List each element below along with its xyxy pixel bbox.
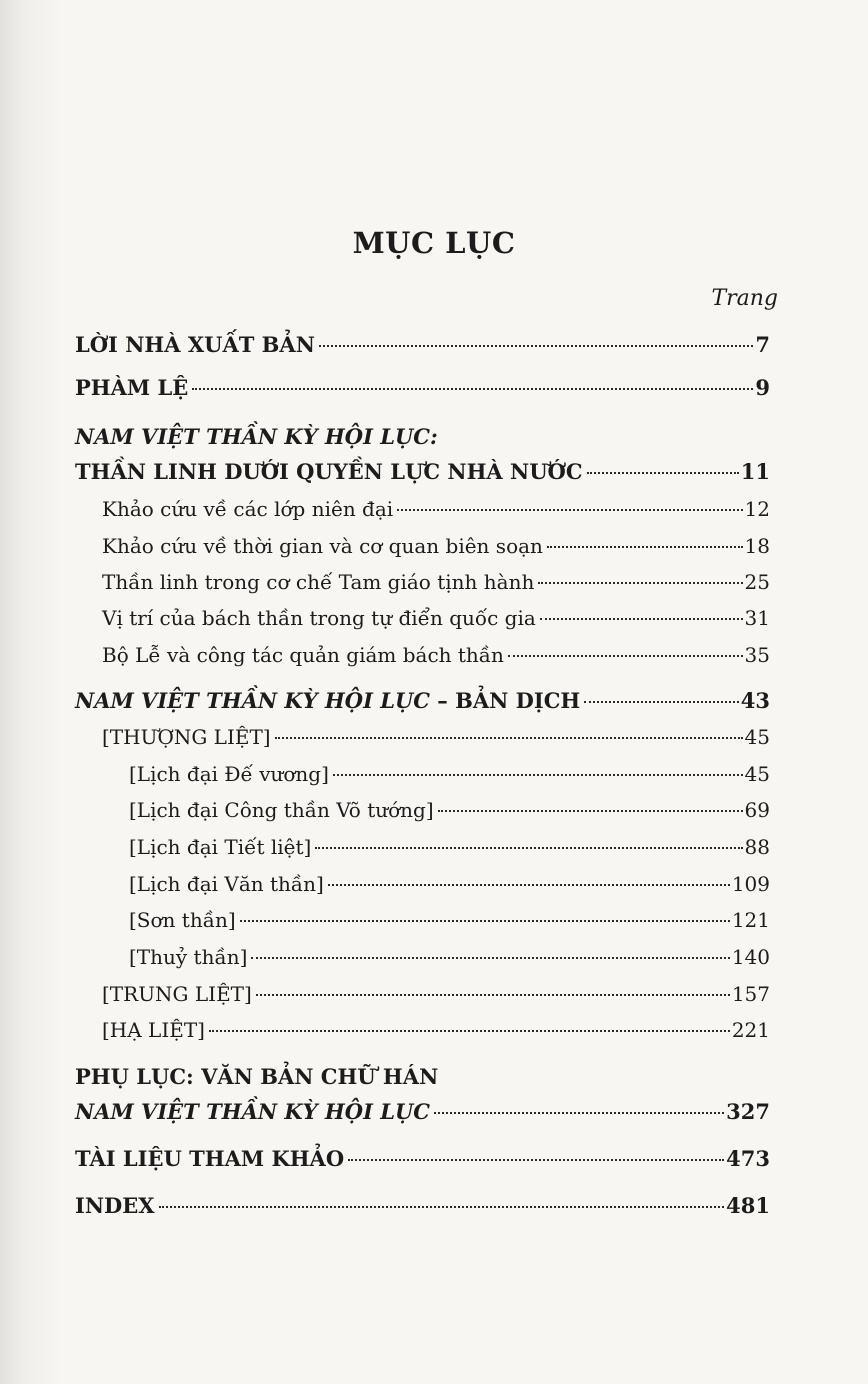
dot-leader <box>159 1206 725 1208</box>
page-number: 88 <box>744 835 770 859</box>
dot-leader <box>333 774 743 776</box>
toc-entry-index[interactable]: INDEX 481 <box>75 1193 770 1218</box>
toc-entry[interactable]: [Sơn thần] 121 <box>129 908 770 932</box>
toc-entry[interactable]: Bộ Lễ và công tác quản giám bách thần 35 <box>102 643 770 667</box>
toc-entry-trung-liet[interactable]: [TRUNG LIỆT] 157 <box>102 982 770 1006</box>
page-number: 11 <box>740 459 770 484</box>
page-number: 31 <box>744 606 770 630</box>
page-number: 43 <box>740 688 770 713</box>
page-number: 9 <box>755 375 770 400</box>
toc-entry-ha-liet[interactable]: [HẠ LIỆT] 221 <box>102 1018 770 1042</box>
page-number: 18 <box>744 534 770 558</box>
toc-entry-thuong-liet[interactable]: [THƯỢNG LIỆT] 45 <box>102 725 770 749</box>
dot-leader <box>192 388 753 390</box>
dot-leader <box>434 1112 724 1114</box>
toc-entry-tai-lieu[interactable]: TÀI LIỆU THAM KHẢO 473 <box>75 1146 770 1171</box>
dot-leader <box>251 957 729 959</box>
dot-leader <box>397 509 742 511</box>
dot-leader <box>508 655 743 657</box>
page-number: 327 <box>726 1099 770 1124</box>
page-number: 221 <box>731 1018 770 1042</box>
toc-entry-than-linh[interactable]: THẦN LINH DƯỚI QUYỀN LỰC NHÀ NƯỚC 11 <box>75 459 770 484</box>
dot-leader <box>275 737 743 739</box>
dot-leader <box>256 994 730 996</box>
dot-leader <box>540 618 743 620</box>
dot-leader <box>438 810 743 812</box>
page-number: 109 <box>731 872 770 896</box>
section-heading-phu-luc: PHỤ LỤC: VĂN BẢN CHỮ HÁN <box>75 1064 439 1089</box>
page-number: 157 <box>731 982 770 1006</box>
page-number: 45 <box>744 762 770 786</box>
page-number: 121 <box>731 908 770 932</box>
dot-leader <box>587 472 739 474</box>
page-number: 45 <box>744 725 770 749</box>
dot-leader <box>584 701 739 703</box>
dot-leader <box>348 1159 724 1161</box>
dot-leader <box>240 920 730 922</box>
toc-entry[interactable]: [Lịch đại Tiết liệt] 88 <box>129 835 770 859</box>
dot-leader <box>319 345 753 347</box>
page-number: 481 <box>726 1193 770 1218</box>
page-column-header: Trang <box>711 286 778 311</box>
page-number: 12 <box>744 497 770 521</box>
toc-entry[interactable]: [Lịch đại Đế vương] 45 <box>129 762 770 786</box>
page-number: 69 <box>744 798 770 822</box>
dot-leader <box>328 884 730 886</box>
toc-entry[interactable]: Khảo cứu về các lớp niên đại 12 <box>102 497 770 521</box>
page-number: 140 <box>731 945 770 969</box>
toc-entry[interactable]: [Thuỷ thần] 140 <box>129 945 770 969</box>
page-number: 25 <box>744 570 770 594</box>
toc-entry[interactable]: [Lịch đại Công thần Võ tướng] 69 <box>129 798 770 822</box>
toc-entry-ban-dich[interactable]: NAM VIỆT THẦN KỲ HỘI LỤC – BẢN DỊCH 43 <box>75 688 770 713</box>
page-number: 473 <box>726 1146 770 1171</box>
toc-entry[interactable]: Khảo cứu về thời gian và cơ quan biên soạn 18 <box>102 534 770 558</box>
page-number: 35 <box>744 643 770 667</box>
dot-leader <box>315 847 742 849</box>
dot-leader <box>547 546 743 548</box>
toc-entry-pham-le[interactable]: PHÀM LỆ 9 <box>75 375 770 400</box>
toc-entry-phu-luc[interactable]: NAM VIỆT THẦN KỲ HỘI LỤC 327 <box>75 1099 770 1124</box>
toc-entry[interactable]: Vị trí của bách thần trong tự điển quốc gia 31 <box>102 606 770 630</box>
toc-entry-loi-nha-xuat-ban[interactable]: LỜI NHÀ XUẤT BẢN 7 <box>75 332 770 357</box>
page-title: MỤC LỤC <box>352 226 516 260</box>
dot-leader <box>538 582 742 584</box>
toc-entry[interactable]: Thần linh trong cơ chế Tam giáo tịnh hành 25 <box>102 570 770 594</box>
dot-leader <box>209 1030 730 1032</box>
section-heading-nam-viet: NAM VIỆT THẦN KỲ HỘI LỤC: <box>75 424 438 449</box>
toc-entry[interactable]: [Lịch đại Văn thần] 109 <box>129 872 770 896</box>
page-number: 7 <box>755 332 770 357</box>
